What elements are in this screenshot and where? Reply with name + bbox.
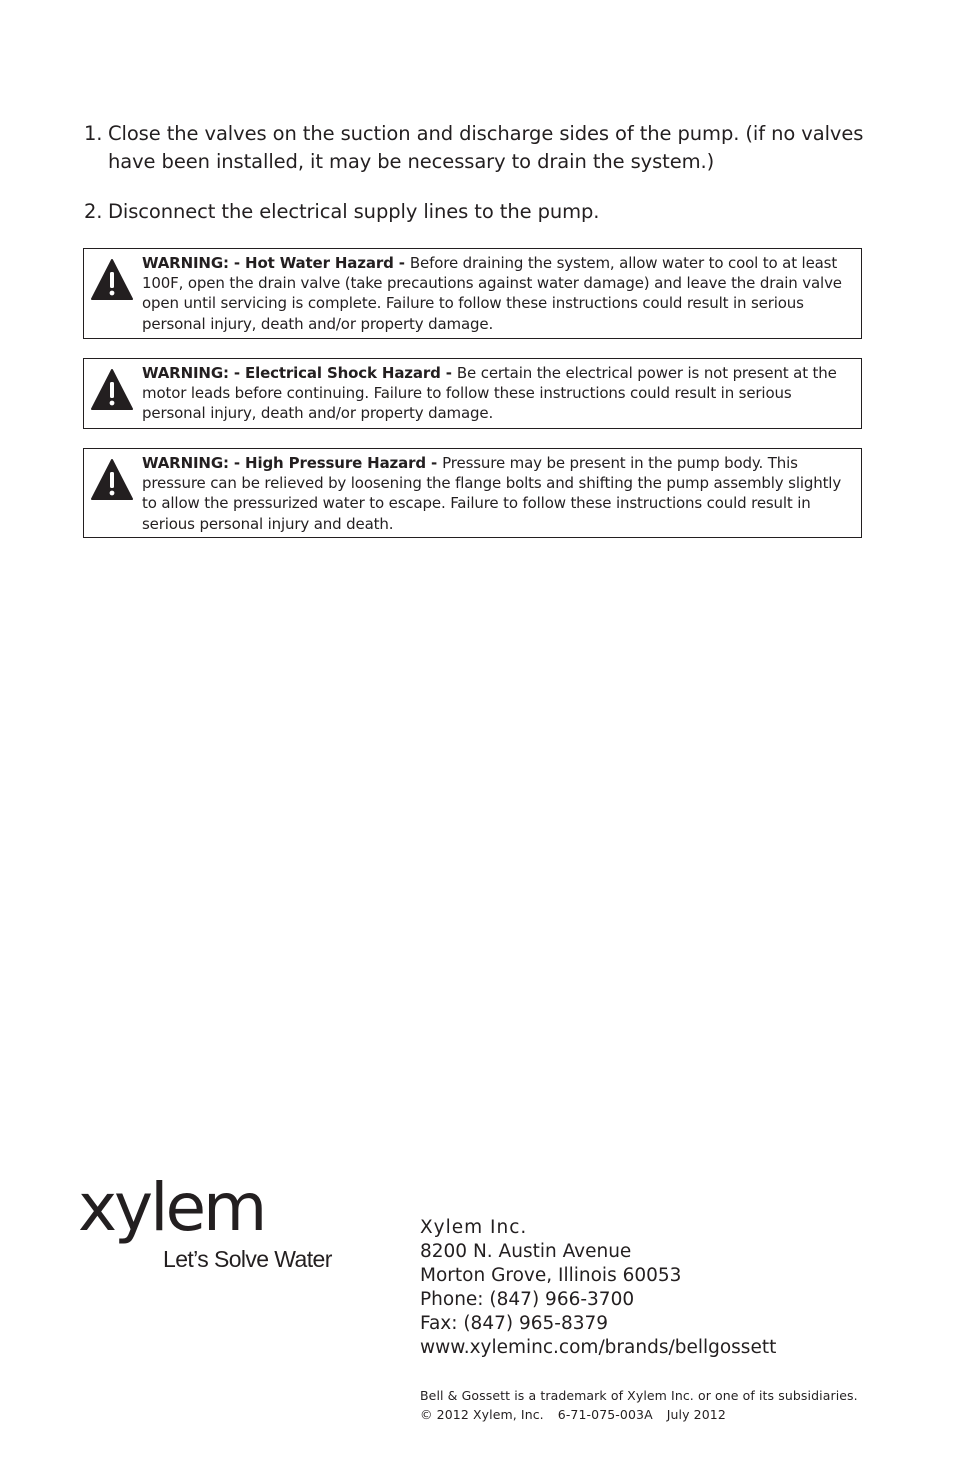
- xylem-logo: [78, 1168, 358, 1278]
- warning-text: [142, 363, 855, 424]
- document-number: 6-71-075-003A: [557, 1407, 653, 1422]
- publication-date: July 2012: [666, 1407, 726, 1422]
- electrical-shock-warning-box: [83, 358, 862, 429]
- warning-triangle-icon: [90, 257, 142, 301]
- warning-triangle-icon: [90, 367, 142, 411]
- warning-text: [142, 453, 855, 534]
- high-pressure-warning-box: [83, 448, 862, 538]
- warning-body: Before draining the system, allow water to cool to at least 100F, open the drain valve (take precautions against water damage) and leave the drain valve open until servicing is complete. Failure to follow these instructions could result in serious personal injury, death and/or property damage.: [142, 254, 842, 333]
- step-text: Disconnect the electrical supply lines to the pump.: [108, 200, 600, 223]
- hot-water-warning-box: [83, 248, 862, 339]
- warning-title: WARNING: - Hot Water Hazard -: [142, 254, 410, 272]
- warning-text: [142, 253, 855, 334]
- copyright-line: [420, 1405, 858, 1424]
- step-item: [84, 198, 884, 226]
- instruction-steps: [84, 120, 884, 248]
- copyright: © 2012 Xylem, Inc.: [420, 1407, 544, 1422]
- warning-triangle-icon: [90, 457, 142, 501]
- footer-fine-print: [420, 1386, 858, 1424]
- street-address: 8200 N. Austin Avenue: [420, 1241, 632, 1262]
- logo-tagline: Let’s Solve Water: [163, 1246, 332, 1272]
- step-number: 1.: [84, 122, 103, 145]
- warning-title: WARNING: - High Pressure Hazard -: [142, 454, 443, 472]
- fax-number: Fax: (847) 965-8379: [420, 1313, 609, 1334]
- step-text: Close the valves on the suction and discharge sides of the pump. (if no valves have been installed, it may be necessary to drain the system.): [108, 122, 864, 173]
- city-state-zip: Morton Grove, Illinois 60053: [420, 1265, 682, 1286]
- company-name: Xylem Inc.: [420, 1217, 528, 1238]
- warning-body: Be certain the electrical power is not present at the motor leads before continuing. Failure to follow these instructions could result in serious personal injury, death and/or property damage.: [142, 364, 837, 423]
- step-item: [84, 120, 884, 176]
- website-link[interactable]: www.xyleminc.com/brands/bellgossett: [420, 1337, 777, 1358]
- step-number: 2.: [84, 200, 103, 223]
- trademark-notice: Bell & Gossett is a trademark of Xylem Inc. or one of its subsidiaries.: [420, 1388, 858, 1403]
- warning-title: WARNING: - Electrical Shock Hazard -: [142, 364, 457, 382]
- logo-wordmark: xylem: [78, 1169, 265, 1246]
- phone-number: Phone: (847) 966-3700: [420, 1289, 635, 1310]
- warning-body: Pressure may be present in the pump body. This pressure can be relieved by loosening the flange bolts and shifting the pump assembly slightly to allow the pressurized water to escape. Failure to follow these instructions could result in serious personal injury and death.: [142, 454, 842, 533]
- company-address: [420, 1216, 776, 1360]
